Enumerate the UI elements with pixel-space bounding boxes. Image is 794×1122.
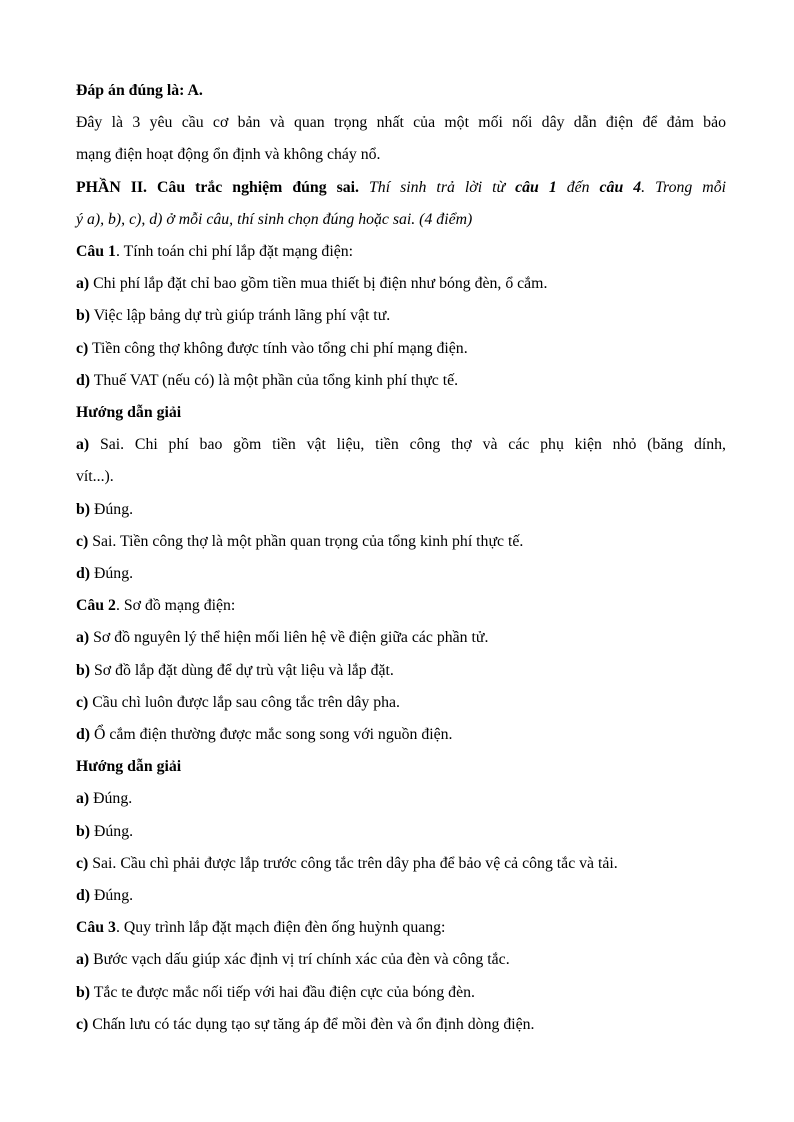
item-text: Tắc te được mắc nối tiếp với hai đầu điện cực của bóng đèn. [90, 983, 475, 1001]
question-item [76, 333, 726, 365]
item-key: d) [76, 726, 91, 744]
answer-item-continuation: vít...). [76, 468, 114, 486]
item-text: Đúng. [90, 565, 134, 583]
question-text: . Tính toán chi phí lắp đặt mạng điện: [115, 243, 354, 261]
answer-item [76, 783, 726, 815]
question-text: . Sơ đồ mạng điện: [115, 597, 236, 615]
item-key: b) [76, 661, 91, 679]
answer-item [76, 816, 726, 848]
question-item [76, 687, 726, 719]
item-key: d) [76, 371, 91, 389]
question-item [76, 622, 726, 654]
explanation-line: mạng điện hoạt động ổn định và không cháy nổ. [76, 146, 381, 164]
item-text: Việc lập bảng dự trù giúp tránh lãng phí vật tư. [90, 307, 391, 325]
question-item [76, 268, 726, 300]
instruction-text: Thí sinh trả lời từ [359, 178, 516, 196]
item-key: d) [76, 887, 91, 905]
item-text: Sai. Tiền công thợ là một phần quan trọng của tổng kinh phí thực tế. [88, 532, 524, 550]
item-key: b) [76, 500, 91, 518]
answer-heading: Đáp án đúng là: A. [76, 82, 203, 99]
item-key: b) [76, 822, 91, 840]
answer-item [76, 526, 726, 558]
item-text: Chi phí lắp đặt chỉ bao gồm tiền mua thiết bị điện như bóng đèn, ổ cắm. [89, 275, 548, 293]
item-key: a) [76, 436, 90, 454]
item-text: Thuế VAT (nếu có) là một phần của tổng kinh phí thực tế. [90, 371, 459, 389]
question-item [76, 1009, 726, 1041]
item-key: c) [76, 532, 89, 550]
instruction-emph: câu 1 [515, 178, 557, 196]
question-item [76, 719, 726, 751]
instruction-text: . Trong mỗi [641, 178, 726, 196]
answer-item [76, 848, 726, 880]
document-body [76, 75, 726, 1041]
question-title [76, 912, 726, 944]
question-item [76, 365, 726, 397]
question-title [76, 236, 726, 268]
answer-item [76, 558, 726, 590]
part-heading [76, 172, 726, 204]
item-text: Sơ đồ lắp đặt dùng để dự trù vật liệu và lắp đặt. [90, 661, 394, 679]
instruction-emph: câu 4 [599, 178, 642, 196]
item-key: c) [76, 1015, 89, 1033]
question-title [76, 590, 726, 622]
guide-heading: Hướng dẫn giải [76, 404, 182, 422]
item-key: a) [76, 629, 90, 647]
answer-item [76, 494, 726, 526]
item-key: c) [76, 693, 89, 711]
item-text: Đúng. [89, 790, 133, 808]
item-text: Sai. Cầu chì phải được lắp trước công tắc trên dây pha để bảo vệ cả công tắc và tải. [88, 854, 618, 872]
question-label: Câu 3 [76, 919, 116, 937]
instruction-line: ý a), b), c), d) ở mỗi câu, thí sinh chọn đúng hoặc sai. (4 điểm) [76, 210, 473, 228]
question-item [76, 944, 726, 976]
item-text: Tiền công thợ không được tính vào tổng chi phí mạng điện. [88, 339, 468, 357]
item-text: Chấn lưu có tác dụng tạo sự tăng áp để mồi đèn và ổn định dòng điện. [88, 1015, 535, 1033]
question-label: Câu 2 [76, 597, 116, 615]
item-text: Bước vạch dấu giúp xác định vị trí chính xác của đèn và công tắc. [89, 951, 510, 969]
item-key: a) [76, 951, 90, 969]
item-key: a) [76, 275, 90, 293]
answer-item [76, 429, 726, 461]
item-text: Cầu chì luôn được lắp sau công tắc trên dây pha. [88, 693, 400, 711]
guide-heading: Hướng dẫn giải [76, 758, 182, 776]
question-label: Câu 1 [76, 243, 116, 261]
item-key: c) [76, 854, 89, 872]
item-text: Ổ cắm điện thường được mắc song song với nguồn điện. [90, 726, 453, 744]
instruction-text: đến [556, 178, 600, 196]
item-text: Sơ đồ nguyên lý thể hiện mối liên hệ về điện giữa các phần tử. [89, 629, 489, 647]
question-item [76, 977, 726, 1009]
answer-item [76, 880, 726, 912]
item-key: b) [76, 307, 91, 325]
item-key: d) [76, 565, 91, 583]
question-text: . Quy trình lắp đặt mạch điện đèn ống huỳnh quang: [115, 919, 446, 937]
item-text: Sai. Chi phí bao gồm tiền vật liệu, tiền công thợ và các phụ kiện nhỏ (băng dính, [89, 436, 726, 454]
part-title: PHẦN II. Câu trắc nghiệm đúng sai. [76, 178, 359, 196]
item-text: Đúng. [90, 887, 134, 905]
item-text: Đúng. [90, 500, 134, 518]
question-item [76, 655, 726, 687]
explanation-line: Đây là 3 yêu cầu cơ bản và quan trọng nhất của một mối nối dây dẫn điện để đảm bảo [76, 114, 726, 132]
item-key: b) [76, 983, 91, 1001]
item-text: Đúng. [90, 822, 134, 840]
item-key: a) [76, 790, 90, 808]
question-item [76, 300, 726, 332]
item-key: c) [76, 339, 89, 357]
